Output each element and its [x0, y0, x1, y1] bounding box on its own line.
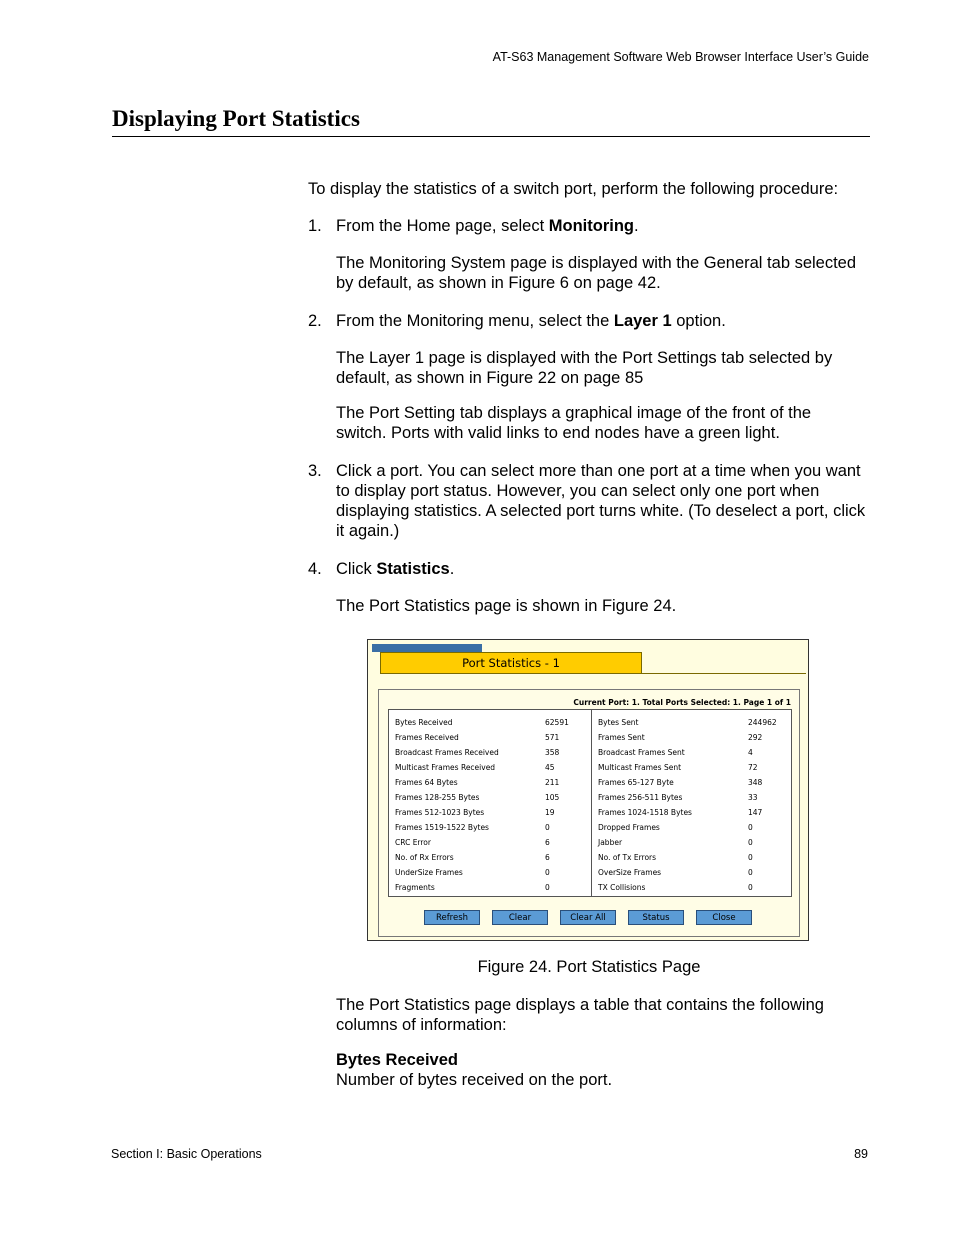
stat-label: Broadcast Frames Sent	[598, 748, 685, 757]
stat-value: 0	[748, 868, 753, 877]
paragraph: The Port Setting tab displays a graphical image of the front of the switch. Ports with valid links to end nodes have a green light.	[336, 404, 812, 442]
stat-label: Frames Sent	[598, 733, 645, 742]
ui-term-statistics: Statistics	[376, 560, 450, 578]
stat-row	[395, 880, 585, 895]
step-3: Click a port. You can select more than one port at a time when you want to display port status. However, you can select only one port when displaying statistics. A selected port turns white. (To deselect a port, click it again.)	[336, 462, 866, 540]
stat-row	[395, 835, 585, 850]
section-title: Displaying Port Statistics	[112, 106, 870, 137]
stat-value: 45	[545, 763, 555, 772]
stat-value: 211	[545, 778, 560, 787]
stat-row	[598, 880, 788, 895]
stat-label: No. of Rx Errors	[395, 853, 454, 862]
stat-value: 72	[748, 763, 758, 772]
stat-row	[395, 820, 585, 835]
stat-label: Frames 1024-1518 Bytes	[598, 808, 692, 817]
tab-port-statistics[interactable]: Port Statistics - 1	[380, 652, 642, 674]
stat-value: 4	[748, 748, 753, 757]
stat-value: 19	[545, 808, 555, 817]
stat-row	[598, 835, 788, 850]
step-1: From the Home page, select Monitoring.	[336, 217, 639, 235]
stat-label: Multicast Frames Sent	[598, 763, 682, 772]
stat-label: TX Collisions	[598, 883, 646, 892]
paragraph: The Port Statistics page is shown in Figure 24.	[336, 597, 677, 615]
stat-label: Jabber	[598, 838, 623, 847]
stat-row	[395, 715, 585, 730]
stat-value: 0	[748, 883, 753, 892]
stat-label: No. of Tx Errors	[598, 853, 657, 862]
tab-underline	[642, 673, 806, 674]
stat-value: 348	[748, 778, 763, 787]
stat-value: 0	[545, 883, 550, 892]
stat-row	[598, 850, 788, 865]
ui-term-monitoring: Monitoring	[548, 217, 634, 235]
paragraph: The Layer 1 page is displayed with the Port Settings tab selected by default, as shown in Figure 22 on page 85	[336, 349, 833, 387]
current-port-info: Current Port: 1. Total Ports Selected: 1. Page 1 of 1	[573, 698, 791, 707]
step-number: 4.	[308, 560, 322, 578]
close-button[interactable]: Close	[696, 910, 752, 925]
stat-row	[598, 760, 788, 775]
refresh-button[interactable]: Refresh	[424, 910, 480, 925]
footer-section: Section I: Basic Operations	[111, 1147, 262, 1161]
paragraph: The Monitoring System page is displayed with the General tab selected by default, as shown in Figure 6 on page 42.	[336, 254, 857, 292]
stat-row	[598, 730, 788, 745]
button-bar	[424, 910, 752, 925]
step-number: 1.	[308, 217, 322, 235]
stat-label: Frames 256-511 Bytes	[598, 793, 683, 802]
stat-label: OverSize Frames	[598, 868, 662, 877]
stat-row	[395, 745, 585, 760]
stat-label: Dropped Frames	[598, 823, 660, 832]
stat-label: Frames 512-1023 Bytes	[395, 808, 485, 817]
stat-label: Bytes Sent	[598, 718, 639, 727]
statistics-panel	[378, 689, 800, 937]
step-number: 2.	[308, 312, 322, 330]
stat-value: 147	[748, 808, 763, 817]
stat-row	[598, 865, 788, 880]
clear-button[interactable]: Clear	[492, 910, 548, 925]
stat-value: 571	[545, 733, 560, 742]
stat-value: 0	[545, 868, 550, 877]
figure-caption: Figure 24. Port Statistics Page	[477, 958, 701, 976]
stat-label: UnderSize Frames	[395, 868, 463, 877]
clear-all-button[interactable]: Clear All	[560, 910, 616, 925]
step-4: Click Statistics.	[336, 560, 455, 578]
stat-value: 62591	[545, 718, 569, 727]
stat-row	[598, 790, 788, 805]
page-number: 89	[854, 1147, 868, 1161]
stat-value: 0	[748, 853, 753, 862]
stat-label: CRC Error	[395, 838, 431, 847]
stat-row	[395, 805, 585, 820]
stat-row	[395, 760, 585, 775]
ui-term-layer1: Layer 1	[613, 312, 672, 330]
stat-value: 0	[545, 823, 550, 832]
stat-row	[395, 775, 585, 790]
title-strip	[372, 644, 482, 652]
column-divider	[591, 710, 592, 896]
stat-label: Frames 65-127 Byte	[598, 778, 674, 787]
stat-value: 292	[748, 733, 763, 742]
received-stats-column	[395, 715, 585, 895]
stat-value: 0	[748, 838, 753, 847]
definition-description: Number of bytes received on the port.	[336, 1071, 613, 1089]
stat-row	[395, 730, 585, 745]
statistics-table	[388, 709, 792, 897]
stat-value: 6	[545, 853, 550, 862]
definition-term: Bytes Received	[336, 1051, 458, 1069]
port-statistics-figure	[367, 639, 809, 941]
stat-row	[395, 790, 585, 805]
stat-row	[598, 745, 788, 760]
stat-row	[395, 865, 585, 880]
stat-label: Broadcast Frames Received	[395, 748, 499, 757]
paragraph: The Port Statistics page displays a table that contains the following columns of information:	[336, 996, 824, 1034]
stat-label: Fragments	[395, 883, 435, 892]
stat-value: 105	[545, 793, 560, 802]
stat-label: Frames 1519-1522 Bytes	[395, 823, 489, 832]
stat-row	[598, 715, 788, 730]
intro-paragraph: To display the statistics of a switch port, perform the following procedure:	[308, 180, 839, 198]
status-button[interactable]: Status	[628, 910, 684, 925]
stat-row	[598, 805, 788, 820]
stat-label: Frames 64 Bytes	[395, 778, 458, 787]
stat-value: 6	[545, 838, 550, 847]
stat-value: 244962	[748, 718, 777, 727]
stat-value: 0	[748, 823, 753, 832]
running-header: AT-S63 Management Software Web Browser Interface User’s Guide	[492, 50, 869, 64]
stat-value: 358	[545, 748, 560, 757]
stat-label: Bytes Received	[395, 718, 453, 727]
stat-label: Multicast Frames Received	[395, 763, 496, 772]
stat-row	[395, 850, 585, 865]
sent-stats-column	[598, 715, 788, 895]
stat-value: 33	[748, 793, 758, 802]
stat-label: Frames Received	[395, 733, 459, 742]
stat-row	[598, 820, 788, 835]
stat-row	[598, 775, 788, 790]
step-2: From the Monitoring menu, select the Layer 1 option.	[336, 312, 726, 330]
stat-label: Frames 128-255 Bytes	[395, 793, 480, 802]
step-number: 3.	[308, 462, 322, 480]
